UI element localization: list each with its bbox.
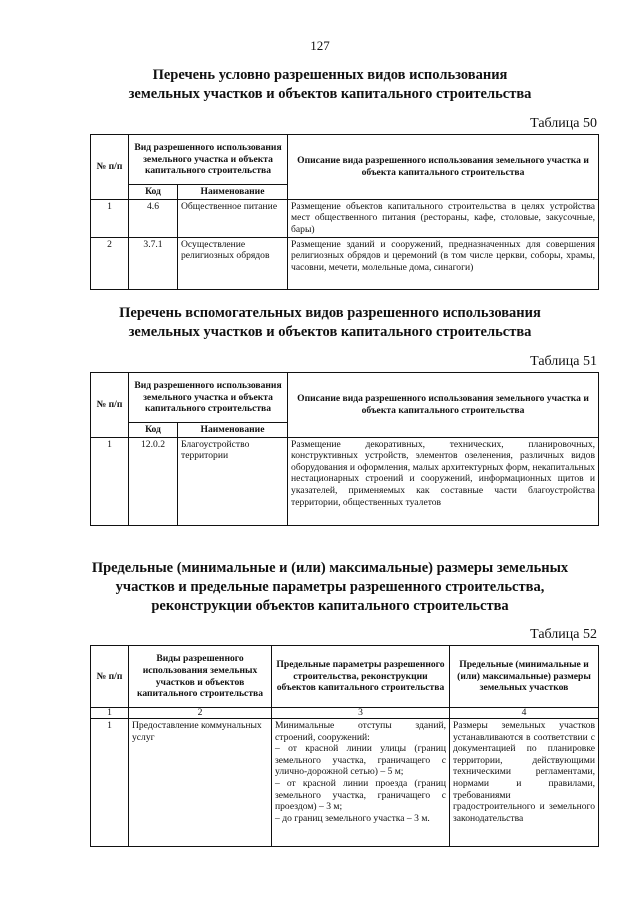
row-params: [272, 719, 450, 847]
table-51: [90, 372, 599, 526]
row-name: Общественное питание: [178, 199, 288, 237]
header-name: Наименование: [178, 185, 288, 200]
table-row: [91, 237, 599, 289]
params-line: – от красной линии проезда (границ земельного участка, граничащего с проездом) – 3 м;: [275, 777, 446, 813]
header-sizes: Предельные (минимальные и (или) максимальные) размеры земельных участков: [450, 646, 599, 708]
table-row: [91, 719, 599, 847]
table-50: [90, 134, 599, 290]
header-num: № п/п: [91, 373, 129, 438]
header-code: Код: [129, 185, 178, 200]
section-3-title: [60, 559, 600, 616]
column-number: 3: [272, 708, 450, 719]
row-num: 1: [91, 199, 129, 237]
row-num: 1: [91, 437, 129, 525]
table-52: [90, 645, 599, 847]
header-code: Код: [129, 423, 178, 438]
section-1-title-line-2: земельных участков и объектов капитального строительства: [128, 86, 532, 102]
params-line: Минимальные отступы зданий, строений, сооружений:: [275, 720, 446, 743]
section-2-title-line-1: Перечень вспомогательных видов разрешенного использования: [119, 305, 541, 321]
row-name: Благоустройство территории: [178, 437, 288, 525]
header-name: Наименование: [178, 423, 288, 438]
params-line: – от красной линии улицы (границ земельного участка, граничащего с улично-дорожной сетью) – 5 м;: [275, 743, 446, 778]
section-1-title-line-1: Перечень условно разрешенных видов использования: [152, 67, 508, 83]
table-row: [91, 437, 599, 525]
page-number: 127: [310, 38, 330, 53]
section-1-title: [60, 66, 600, 104]
header-kind: Вид разрешенного использования земельного участка и объекта капитального строительства: [129, 373, 288, 423]
table-51-caption: Таблица 51: [530, 354, 597, 369]
row-num: 1: [91, 719, 129, 847]
row-code: 3.7.1: [129, 237, 178, 289]
row-desc: Размещение декоративных, технических, планировочных, конструктивных устройств, элементов озеленения, различных видов оборудования и оформления, малых архитектурных форм, некапитальных нестационарных строений и сооружений, информационных щитов и указателей, применяемых как составные части благоустройства территории, общественных туалетов: [288, 437, 599, 525]
row-num: 2: [91, 237, 129, 289]
row-code: 4.6: [129, 199, 178, 237]
section-2-title: [60, 304, 600, 342]
section-3-title-line-1: Предельные (минимальные и (или) максимальные) размеры земельных: [91, 560, 569, 576]
section-2-title-line-2: земельных участков и объектов капитального строительства: [128, 324, 532, 340]
header-kind: Вид разрешенного использования земельного участка и объекта капитального строительства: [129, 135, 288, 185]
header-num: № п/п: [91, 646, 129, 708]
params-line: – до границ земельного участка – 3 м.: [275, 812, 430, 824]
row-code: 12.0.2: [129, 437, 178, 525]
table-50-caption: Таблица 50: [530, 116, 597, 131]
header-desc: Описание вида разрешенного использования земельного участка и объекта капитального строительства: [288, 373, 599, 438]
header-params: Предельные параметры разрешенного строительства, реконструкции объектов капитального строительства: [272, 646, 450, 708]
column-number: 2: [129, 708, 272, 719]
table-row: [91, 199, 599, 237]
header-kinds: Виды разрешенного использования земельных участков и объектов капитального строительства: [129, 646, 272, 708]
row-name: Осуществление религиозных обрядов: [178, 237, 288, 289]
row-sizes: Размеры земельных участков устанавливаются в соответствии с документацией по планировке территории, действующими техническими регламентами, нормами и правилами, требованиями градостроительного и земельного законодательства: [450, 719, 599, 847]
row-kind: Предоставление коммунальных услуг: [129, 719, 272, 847]
row-desc: Размещение объектов капитального строительства в целях устройства мест общественного питания (рестораны, кафе, столовые, закусочные, бары): [288, 199, 599, 237]
column-number: 1: [91, 708, 129, 719]
header-desc: Описание вида разрешенного использования земельного участка и объекта капитального строительства: [288, 135, 599, 200]
column-number: 4: [450, 708, 599, 719]
section-3-title-line-3: реконструкции объектов капитального строительства: [151, 598, 509, 614]
table-52-caption: Таблица 52: [530, 627, 597, 642]
section-3-title-line-2: участков и предельные параметры разрешенного строительства,: [115, 579, 545, 595]
header-num: № п/п: [91, 135, 129, 200]
row-desc: Размещение зданий и сооружений, предназначенных для совершения религиозных обрядов и церемоний (в том числе церкви, соборы, храмы, часовни, мечети, молельные дома, синагоги): [288, 237, 599, 289]
